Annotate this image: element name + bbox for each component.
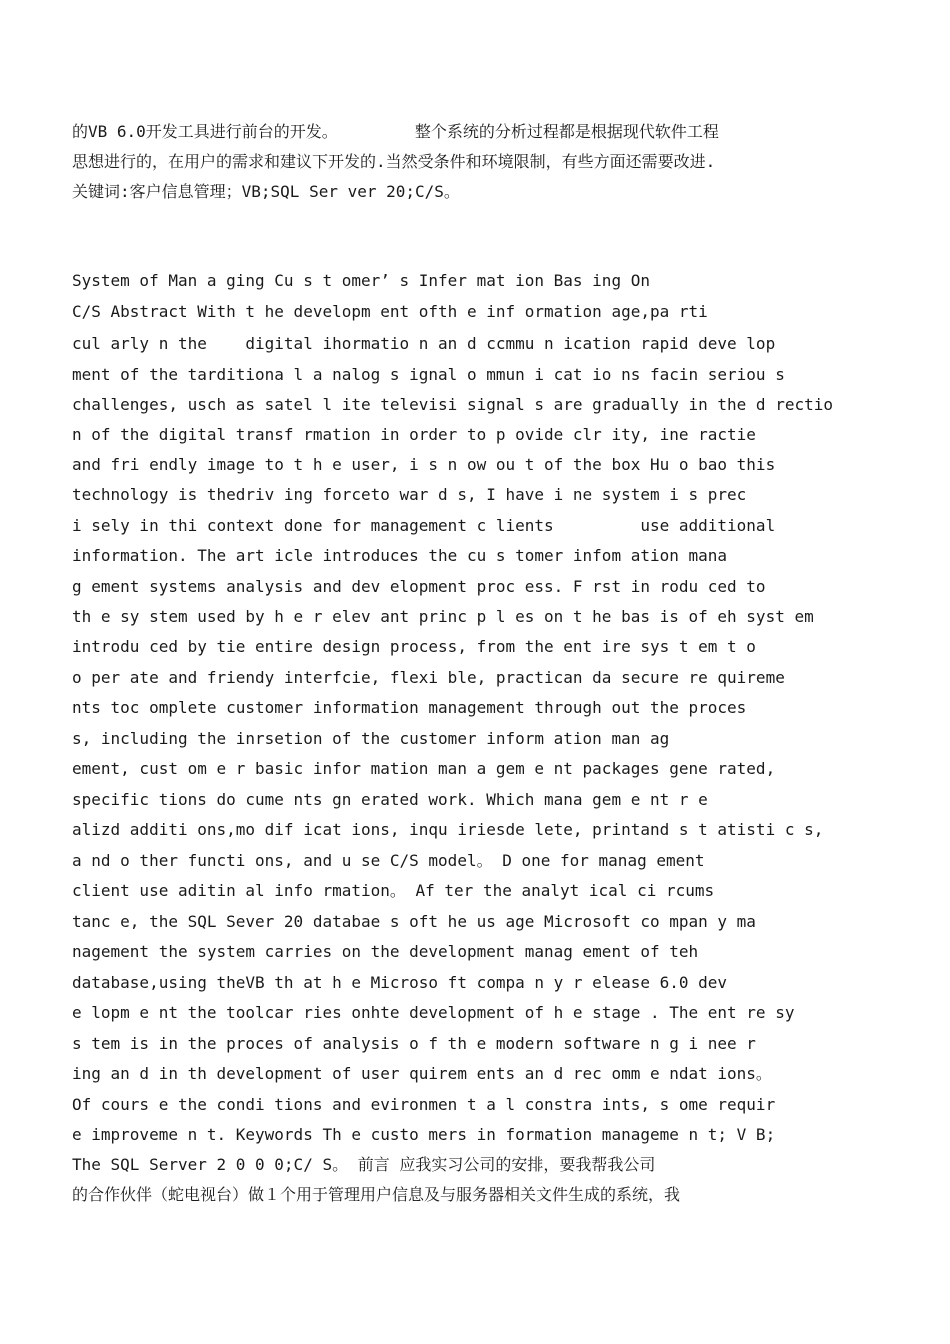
abstract-line: tanc e, the SQL Sever 20 databae s oft he us age Microsoft co mpan y ma	[72, 912, 756, 931]
abstract-line: s, including the inrsetion of the customer inform ation man ag	[72, 729, 670, 748]
abstract-line: n of the digital transf rmation in order to p ovide clr ity, ine ractie	[72, 425, 756, 444]
keywords-english-line: e improveme n t. Keywords Th e custo mers in formation manageme n t; V B;	[72, 1125, 776, 1144]
abstract-line: technology is thedriv ing forceto war d s, I have i ne system i s prec	[72, 485, 747, 504]
abstract-line: i sely in thi context done for management c lients use additional	[72, 516, 776, 535]
abstract-line: client use aditin al info rmation。 Af ter the analyt ical ci rcums	[72, 881, 715, 900]
abstract-line: a nd o ther functi ons, and u se C/S model。 D one for manag ement	[72, 851, 705, 870]
abstract-line: introdu ced by tie entire design process, from the ent ire sys t em t o	[72, 637, 756, 656]
preface-line: The SQL Server 2 0 0 0;C/ S。 前言 应我实习公司的安排，要我帮我公司	[72, 1155, 656, 1174]
abstract-line: Of cours e the condi tions and evironmen t a l constra ints, s ome requir	[72, 1095, 776, 1114]
abstract-line: o per ate and friendy interfcie, flexi ble, practican da secure re quireme	[72, 668, 785, 687]
abstract-line: ment of the tarditiona l a nalog s ignal o mmun i cat io ns facin seriou s	[72, 365, 785, 384]
abstract-line: challenges, usch as satel l ite televisi signal s are gradually in the d rectio	[72, 395, 833, 414]
intro-line: 的VB 6.0开发工具进行前台的开发。 整个系统的分析过程都是根据现代软件工程	[72, 122, 719, 141]
abstract-line: th e sy stem used by h e r elev ant princ p l es on t he bas is of eh syst em	[72, 607, 814, 626]
keywords-line: 关键词:客户信息管理；VB;SQL Ser ver 20;C/S。	[72, 182, 460, 201]
abstract-line: specific tions do cume nts gn erated work. Which mana gem e nt r e	[72, 790, 708, 809]
abstract-line: s tem is in the proces of analysis o f th e modern software n g i nee r	[72, 1034, 756, 1053]
abstract-line: cul arly n the digital ihormatio n an d ccmmu n ication rapid deve lop	[72, 334, 776, 353]
abstract-line: nagement the system carries on the development manag ement of teh	[72, 942, 699, 961]
preface-line: 的合作伙伴（蛇电视台）做１个用于管理用户信息及与服务器相关文件生成的系统，我	[72, 1185, 681, 1204]
abstract-line: database,using theVB th at h e Microso ft compa n y r elease 6.0 dev	[72, 973, 728, 992]
abstract-line: g ement systems analysis and dev elopment proc ess. F rst in rodu ced to	[72, 577, 766, 596]
abstract-line: alizd additi ons,mo dif icat ions, inqu iriesde lete, printand s t atisti c s,	[72, 820, 824, 839]
abstract-line: C/S Abstract With t he developm ent ofth e inf ormation age,pa rti	[72, 302, 708, 321]
abstract-line: e lopm e nt the toolcar ries onhte development of h e stage . The ent re sy	[72, 1003, 795, 1022]
abstract-line: ing an d in th development of user quirem ents an d rec omm e ndat ions。	[72, 1064, 772, 1083]
english-title-line: System of Man a ging Cu s t omer’ s Infer mat ion Bas ing On	[72, 271, 650, 290]
abstract-line: and fri endly image to t h e user, i s n ow ou t of the box Hu o bao this	[72, 455, 776, 474]
abstract-line: nts toc omplete customer information management through out the proces	[72, 698, 747, 717]
abstract-line: information. The art icle introduces the cu s tomer infom ation mana	[72, 546, 728, 565]
intro-line: 思想进行的，在用户的需求和建议下开发的.当然受条件和环境限制，有些方面还需要改进.	[72, 152, 716, 171]
abstract-line: ement, cust om e r basic infor mation man a gem e nt packages gene rated,	[72, 759, 776, 778]
